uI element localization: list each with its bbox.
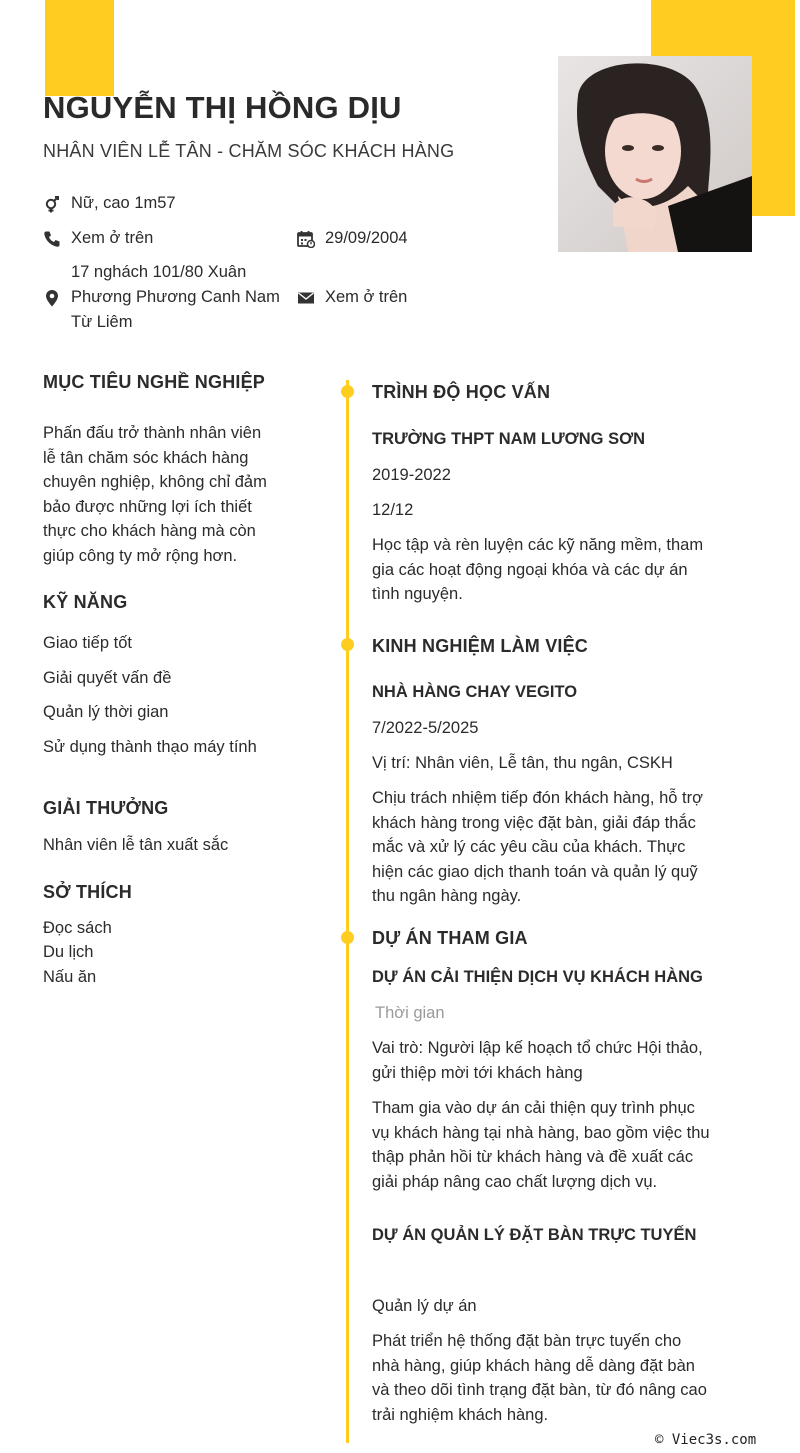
skill-item: Giải quyết vấn đề (43, 669, 172, 687)
project-role: Quản lý dự án (372, 1297, 477, 1315)
project-desc-line: trải nghiệm khách hàng. (372, 1405, 549, 1424)
skills-title: KỸ NĂNG (43, 592, 128, 612)
projects-title: DỰ ÁN THAM GIA (372, 928, 528, 948)
skill-item: Quản lý thời gian (43, 703, 169, 721)
project-desc-line: và theo dõi tình trạng đặt bàn, từ đó nâng cao (372, 1381, 707, 1399)
objective-text (43, 421, 280, 568)
education-description (372, 533, 727, 607)
education-title: TRÌNH ĐỘ HỌC VẤN (372, 382, 551, 402)
location-icon (43, 289, 61, 307)
project-role-line: Vai trò: Người lập kế hoạch tổ chức Hội thảo, (372, 1039, 703, 1057)
education-desc-line: gia các hoạt động ngoại khóa và các dự án (372, 560, 688, 579)
address-line: Từ Liêm (71, 313, 133, 331)
project-desc-line: Phát triển hệ thống đặt bàn trực tuyến cho (372, 1332, 682, 1350)
project-desc-line: thập phản hồi từ khách hàng và đề xuất các (372, 1148, 694, 1166)
gender-value: Nữ, cao 1m57 (71, 194, 176, 212)
phone-value: Xem ở trên (71, 229, 154, 247)
address-line: Phương Phương Canh Nam (71, 288, 280, 306)
experience-description (372, 786, 727, 909)
timeline-dot (341, 385, 354, 398)
info-email (297, 285, 407, 310)
objective-line: chuyên nghiệp, không chỉ đảm (43, 473, 267, 491)
experience-position: Vị trí: Nhân viên, Lễ tân, thu ngân, CSKH (372, 754, 673, 772)
project-desc-line: vụ khách hàng tại nhà hàng, bao gồm việc thu (372, 1123, 710, 1142)
awards-title: GIẢI THƯỞNG (43, 798, 169, 818)
timeline-line (346, 380, 349, 1443)
objective-line: bảo được những lợi ích thiết (43, 497, 252, 516)
project-description (372, 1329, 727, 1427)
education-desc-line: Học tập và rèn luyện các kỹ năng mềm, tham (372, 536, 704, 554)
address-line: 17 nghách 101/80 Xuân (71, 263, 247, 281)
calendar-icon (297, 230, 315, 248)
project-desc-line: giải pháp nâng cao chất lượng dịch vụ. (372, 1172, 658, 1191)
education-period: 2019-2022 (372, 466, 451, 484)
education-desc-line: tình nguyện. (372, 585, 463, 603)
info-phone (43, 226, 153, 251)
phone-icon (43, 230, 61, 248)
experience-desc-line: hiện các giao dịch thanh toán và quản lý quỹ (372, 862, 698, 881)
project-description (372, 1096, 727, 1194)
objective-line: lễ tân chăm sóc khách hàng (43, 448, 249, 467)
award-item: Nhân viên lễ tân xuất sắc (43, 836, 229, 854)
objective-title: MỤC TIÊU NGHỀ NGHIỆP (43, 372, 266, 392)
timeline-dot (341, 931, 354, 944)
mail-icon (297, 289, 315, 307)
hobby-item: Du lịch (43, 943, 94, 961)
experience-desc-line: khách hàng trong việc đặt bàn, giải đáp thắc (372, 813, 696, 832)
project-name: DỰ ÁN QUẢN LÝ ĐẶT BÀN TRỰC TUYẾN (372, 1226, 697, 1244)
address-value (71, 260, 280, 335)
project-role-line: gửi thiệp mời tới khách hàng (372, 1063, 583, 1082)
email-value: Xem ở trên (325, 288, 408, 306)
experience-title: KINH NGHIỆM LÀM VIỆC (372, 636, 589, 656)
accent-block-left (45, 0, 114, 96)
info-address (43, 260, 280, 335)
experience-desc-line: mắc và xử lý các yêu cầu của khách. Thực (372, 838, 686, 856)
experience-company: NHÀ HÀNG CHAY VEGITO (372, 683, 578, 701)
experience-desc-line: thu ngân hàng ngày. (372, 887, 522, 905)
profile-photo (558, 56, 752, 252)
skill-item: Giao tiếp tốt (43, 634, 132, 652)
candidate-name: NGUYỄN THỊ HỒNG DỊU (43, 90, 402, 125)
project-name: DỰ ÁN CẢI THIỆN DỊCH VỤ KHÁCH HÀNG (372, 968, 703, 986)
project-desc-line: nhà hàng, giúp khách hàng dễ dàng đặt bàn (372, 1356, 695, 1375)
experience-period: 7/2022-5/2025 (372, 719, 479, 737)
experience-desc-line: Chịu trách nhiệm tiếp đón khách hàng, hỗ trợ (372, 789, 703, 807)
project-time-placeholder: Thời gian (375, 1004, 445, 1022)
birthday-value: 29/09/2004 (325, 229, 408, 247)
objective-line: Phấn đấu trở thành nhân viên (43, 424, 262, 442)
gender-icon (43, 195, 61, 213)
objective-line: thực cho khách hàng mà còn (43, 522, 256, 540)
info-gender (43, 191, 176, 216)
watermark: © Viec3s.com (655, 1432, 757, 1448)
info-birthday (297, 226, 408, 251)
skill-item: Sử dụng thành thạo máy tính (43, 738, 257, 756)
hobby-item: Đọc sách (43, 919, 112, 937)
candidate-position: NHÂN VIÊN LỄ TÂN - CHĂM SÓC KHÁCH HÀNG (43, 141, 455, 161)
project-role (372, 1036, 727, 1085)
objective-line: giúp công ty mở rộng hơn. (43, 546, 238, 565)
hobby-item: Nấu ăn (43, 968, 97, 986)
timeline-dot (341, 638, 354, 651)
education-grade: 12/12 (372, 501, 414, 519)
hobbies-title: SỞ THÍCH (43, 882, 132, 902)
education-school: TRƯỜNG THPT NAM LƯƠNG SƠN (372, 430, 646, 448)
project-desc-line: Tham gia vào dự án cải thiện quy trình phục (372, 1099, 695, 1117)
